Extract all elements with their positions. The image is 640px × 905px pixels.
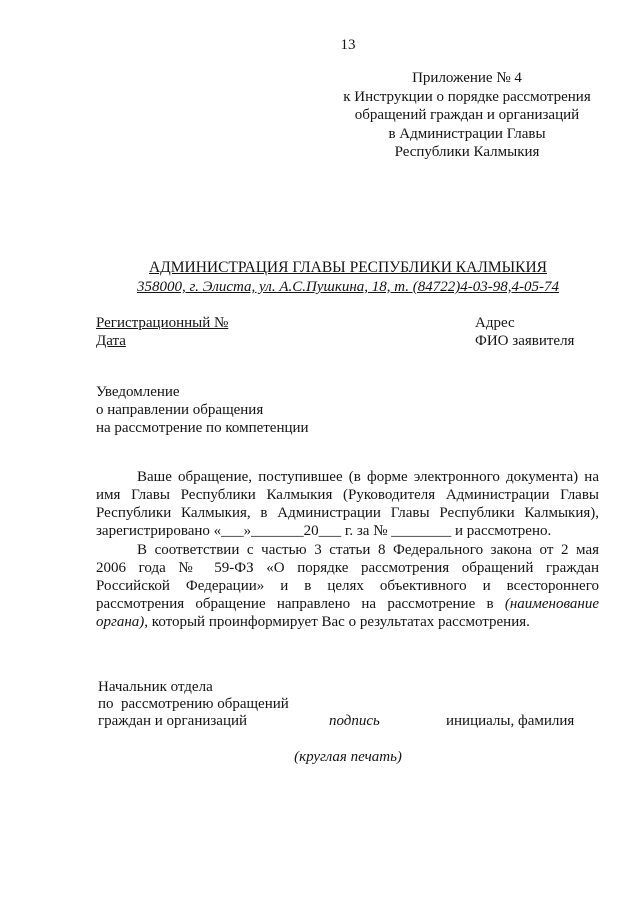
appendix-line: в Администрации Главы [388, 125, 546, 142]
paragraph-line [96, 613, 599, 631]
appendix-line: Республики Калмыкия [394, 144, 540, 160]
applicant-name-label: ФИО заявителя [475, 333, 575, 349]
paragraph-line: В соответствии с частью 3 статьи 8 Федерального закона от 2 мая [137, 542, 599, 558]
organization-header [96, 259, 600, 277]
position-line: Начальник отдела [98, 679, 213, 695]
address-text: 358000, г. Элиста, ул. А.С.Пушкина, 18, т. (84722)4-03-98,4-05-74 [136, 279, 560, 295]
organization-address [96, 278, 600, 296]
appendix-line: Приложение № 4 [412, 70, 522, 86]
stamp-placeholder: (круглая печать) [294, 749, 402, 765]
date-label-text: Дата [96, 333, 126, 349]
paragraph-line: 2006 года № 59-ФЗ «О порядке рассмотрения обращений граждан [96, 560, 599, 576]
signatory-position [98, 679, 318, 730]
name-placeholder: инициалы, фамилия [446, 713, 575, 729]
signature-placeholder: подпись [329, 713, 380, 729]
notice-title-line: Уведомление [96, 384, 180, 400]
registration-number-label [96, 314, 228, 332]
organization-name: АДМИНИСТРАЦИЯ ГЛАВЫ РЕСПУБЛИКИ КАЛМЫКИЯ [148, 259, 548, 276]
paragraph-line: зарегистрировано «___»_______20___ г. за № ________ и рассмотрено. [96, 523, 552, 539]
organ-name-placeholder-end: органа) [96, 614, 145, 630]
paragraph-line: Республики Калмыкия, в Администрации Главы Республики Калмыкия), [96, 505, 599, 521]
page-number: 13 [340, 37, 356, 53]
paragraph-line [96, 595, 599, 613]
notice-title [96, 383, 416, 437]
position-line: по рассмотрению обращений [98, 696, 289, 712]
appendix-line: к Инструкции о порядке рассмотрения [343, 88, 591, 105]
notice-title-line: о направлении обращения [96, 402, 264, 418]
body-paragraph-1 [96, 468, 599, 540]
body-paragraph-2 [96, 541, 599, 631]
position-line: граждан и организаций [98, 713, 248, 729]
recipient-address-label: Адрес [475, 315, 515, 331]
appendix-reference [327, 69, 607, 162]
paragraph-text: , который проинформирует Вас о результатах рассмотрения. [144, 614, 530, 630]
paragraph-text: рассмотрения обращение направлено на рассмотрение в [96, 596, 505, 612]
appendix-line: обращений граждан и организаций [354, 107, 580, 123]
paragraph-line: имя Главы Республики Калмыкия (Руководителя Администрации Главы [96, 487, 599, 503]
date-label [96, 332, 126, 350]
organ-name-placeholder: (наименование [504, 596, 599, 612]
paragraph-line: Ваше обращение, поступившее (в форме электронного документа) на [137, 469, 599, 485]
notice-title-line: на рассмотрение по компетенции [96, 420, 309, 436]
registration-label-text: Регистрационный № [96, 315, 229, 331]
paragraph-line: Российской Федерации» и в целях объективного и всестороннего [96, 578, 599, 594]
